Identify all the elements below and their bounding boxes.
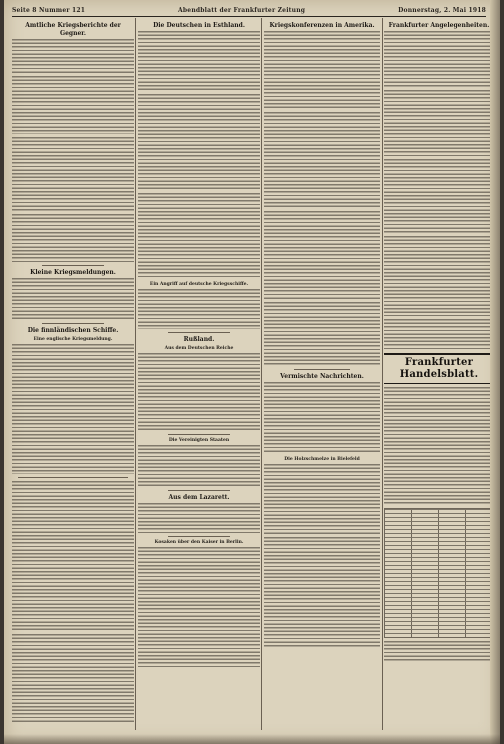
text-block bbox=[138, 94, 260, 190]
text-block bbox=[138, 503, 260, 533]
column-2 bbox=[138, 20, 260, 730]
article-subheading: Eine englische Kriegsmeldung. bbox=[33, 337, 113, 342]
article-heading: Frankfurter Angelegenheiten. bbox=[388, 22, 490, 29]
header-page-number: Seite 8 Nummer 121 bbox=[12, 6, 86, 14]
text-block bbox=[384, 31, 494, 87]
text-block bbox=[264, 302, 380, 366]
article-heading: Vermischte Nachrichten. bbox=[280, 373, 364, 380]
text-block bbox=[384, 387, 494, 505]
text-block bbox=[12, 278, 134, 320]
text-block bbox=[384, 319, 494, 349]
column-rule bbox=[261, 18, 262, 730]
text-block bbox=[264, 382, 380, 454]
article-heading: Kleine Kriegsmeldungen. bbox=[30, 269, 116, 276]
text-block bbox=[12, 481, 134, 631]
text-block bbox=[384, 159, 494, 233]
article-subheading: Kosaken über den Kaiser in Berlin. bbox=[154, 540, 244, 545]
text-block bbox=[384, 641, 494, 661]
text-block bbox=[384, 90, 494, 156]
newspaper-page bbox=[4, 0, 500, 744]
column-1 bbox=[12, 20, 134, 730]
article-heading: Die finnländischen Schiffe. bbox=[27, 327, 119, 334]
page-header bbox=[12, 4, 486, 17]
text-block bbox=[264, 464, 380, 534]
article-heading: Rußland. bbox=[183, 336, 215, 343]
column-rule bbox=[135, 18, 136, 730]
separator bbox=[42, 265, 104, 266]
page-shadow bbox=[4, 734, 500, 744]
separator bbox=[168, 536, 230, 537]
page-edge bbox=[490, 0, 500, 744]
separator bbox=[168, 434, 230, 435]
article-heading: Die Deutschen in Esthland. bbox=[153, 22, 245, 29]
text-block bbox=[138, 289, 260, 329]
article-subheading: Aus dem Deutschen Reiche bbox=[164, 346, 234, 351]
text-block bbox=[138, 547, 260, 667]
article-heading: Amtliche Kriegsberichte der Gegner. bbox=[25, 22, 121, 37]
text-block bbox=[384, 236, 494, 316]
separator bbox=[168, 332, 230, 333]
article-heading: Aus dem Lazarett. bbox=[168, 494, 230, 501]
article-subheading: Die Vereinigten Staaten bbox=[168, 438, 230, 443]
column-rule bbox=[382, 18, 383, 730]
header-publication-name: Abendblatt der Frankfurter Zeitung bbox=[178, 6, 306, 14]
header-date: Donnerstag, 2. Mai 1918 bbox=[398, 6, 486, 14]
text-block bbox=[264, 537, 380, 647]
text-block bbox=[138, 31, 260, 91]
text-block bbox=[264, 211, 380, 299]
article-heading: Kriegskonferenzen in Amerika. bbox=[269, 22, 375, 29]
stock-table bbox=[384, 508, 494, 638]
article-subheading: Die Holzschmelze in Bielefeld bbox=[284, 457, 360, 462]
text-block bbox=[264, 112, 380, 208]
section-banner-title: Frankfurter Handelsblatt. bbox=[399, 357, 479, 380]
article-subheading: Ein Angriff auf deutsche Kriegsschiffe. bbox=[149, 282, 249, 287]
text-block bbox=[12, 76, 134, 134]
section-banner bbox=[384, 353, 494, 384]
separator bbox=[294, 369, 350, 370]
text-block bbox=[138, 193, 260, 279]
text-block bbox=[12, 214, 134, 262]
text-block bbox=[12, 137, 134, 211]
separator bbox=[168, 490, 230, 491]
separator bbox=[42, 323, 104, 324]
text-block bbox=[264, 31, 380, 109]
text-block bbox=[12, 344, 134, 474]
text-block bbox=[12, 634, 134, 724]
separator bbox=[18, 477, 128, 478]
text-block bbox=[138, 353, 260, 431]
column-4 bbox=[384, 20, 494, 730]
text-block bbox=[12, 39, 134, 73]
column-3 bbox=[264, 20, 380, 730]
text-block bbox=[138, 445, 260, 487]
